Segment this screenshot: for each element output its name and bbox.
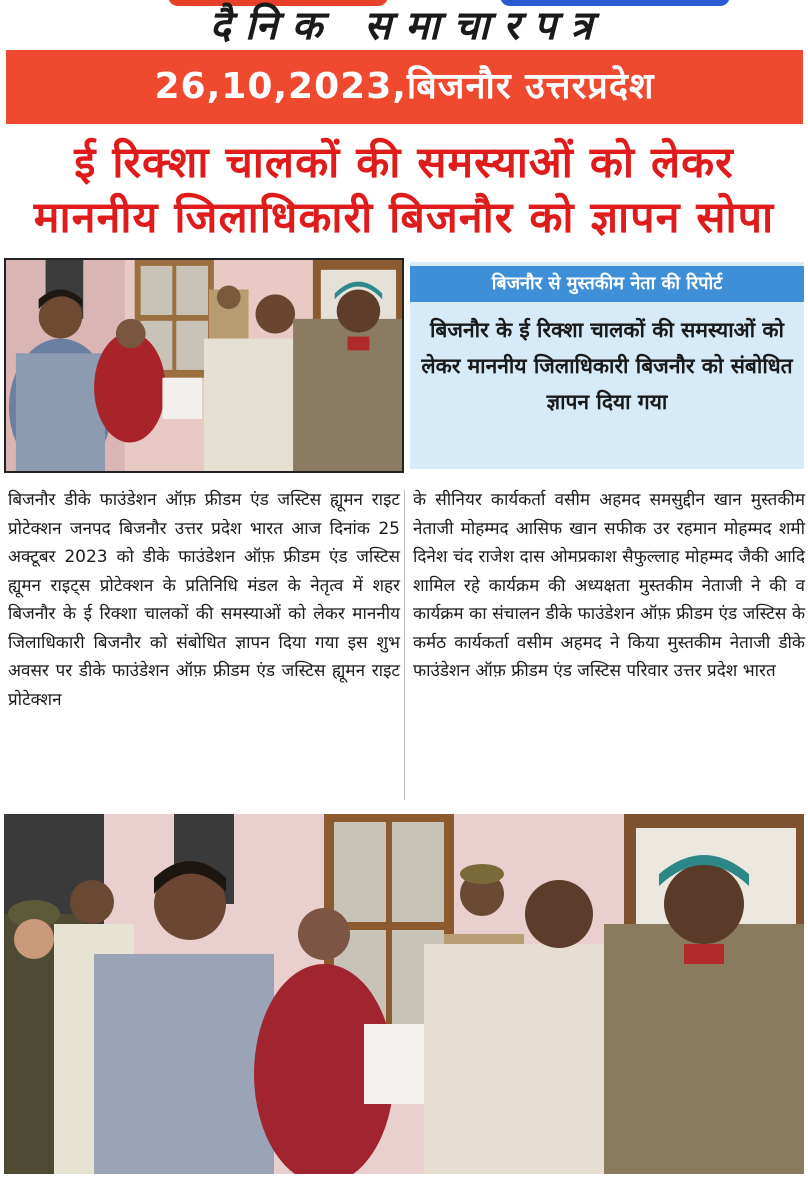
news-photo-bottom [4,814,804,1174]
report-box [410,262,804,469]
reporter-tag: बिजनौर से मुस्तकीम नेता की रिपोर्ट [410,266,804,302]
article-column-right: के सीनियर कार्यकर्ता वसीम अहमद समसुद्दीन खान मुस्तकीम नेताजी मोहम्मद आसिफ खान सफीक उर रहमान मोहम्मद शमी दिनेश चंद राजेश दास ओमप्रकाश सैफुल्लाह मोहम्मद जैकी आदि शामिल रहे कार्यक्रम की अध्यक्षता मुस्तकीम नेताजी ने की व कार्यक्रम का संचालन डीके फाउंडेशन ऑफ़ फ्रीडम एंड जस्टिस के कर्मठ कार्यकर्ता वसीम अहमद ने किया मुस्तकीम नेताजी डीके फाउंडेशन ऑफ़ फ्रीडम एंड जस्टिस परिवार उत्तर प्रदेश भारत [413,490,805,681]
column-divider [404,490,405,800]
masthead [0,0,808,48]
photo-memorandum-handover-small [6,260,402,471]
news-photo-top [4,258,404,473]
dateline-banner [6,50,803,124]
dateline-text: 26,10,2023,बिजनौर उत्तरप्रदेश [154,66,655,107]
report-summary: बिजनौर के ई रिक्शा चालकों की समस्याओं को लेकर माननीय जिलाधिकारी बिजनौर को संबोधित ज्ञापन दिया गया [421,318,793,414]
headline-line-2: माननीय जिलाधिकारी बिजनौर को ज्ञापन सोपा [33,193,775,243]
headline-line-1: ई रिक्शा चालकों की समस्याओं को लेकर [74,138,734,188]
masthead-title: दैनिक समाचारपत्र [209,3,607,48]
headline [8,136,800,246]
article-column-left: बिजनौर डीके फाउंडेशन ऑफ़ फ्रीडम एंड जस्टिस ह्यूमन राइट प्रोटेक्शन जनपद बिजनौर उत्तर प्रदेश भारत आज दिनांक 25 अक्टूबर 2023 को डीके फाउंडेशन ऑफ़ फ्रीडम एंड जस्टिस ह्यूमन राइट्स प्रोटेक्शन के प्रतिनिधि मंडल के नेतृत्व में शहर बिजनौर के ई रिक्शा चालकों की समस्याओं को लेकर माननीय जिलाधिकारी बिजनौर को संबोधित ज्ञापन दिया गया इस शुभ अवसर पर डीके फाउंडेशन ऑफ़ फ्रीडम एंड जस्टिस ह्यूमन राइट प्रोटेक्शन [8,490,400,710]
photo-memorandum-handover-large [4,814,804,1174]
